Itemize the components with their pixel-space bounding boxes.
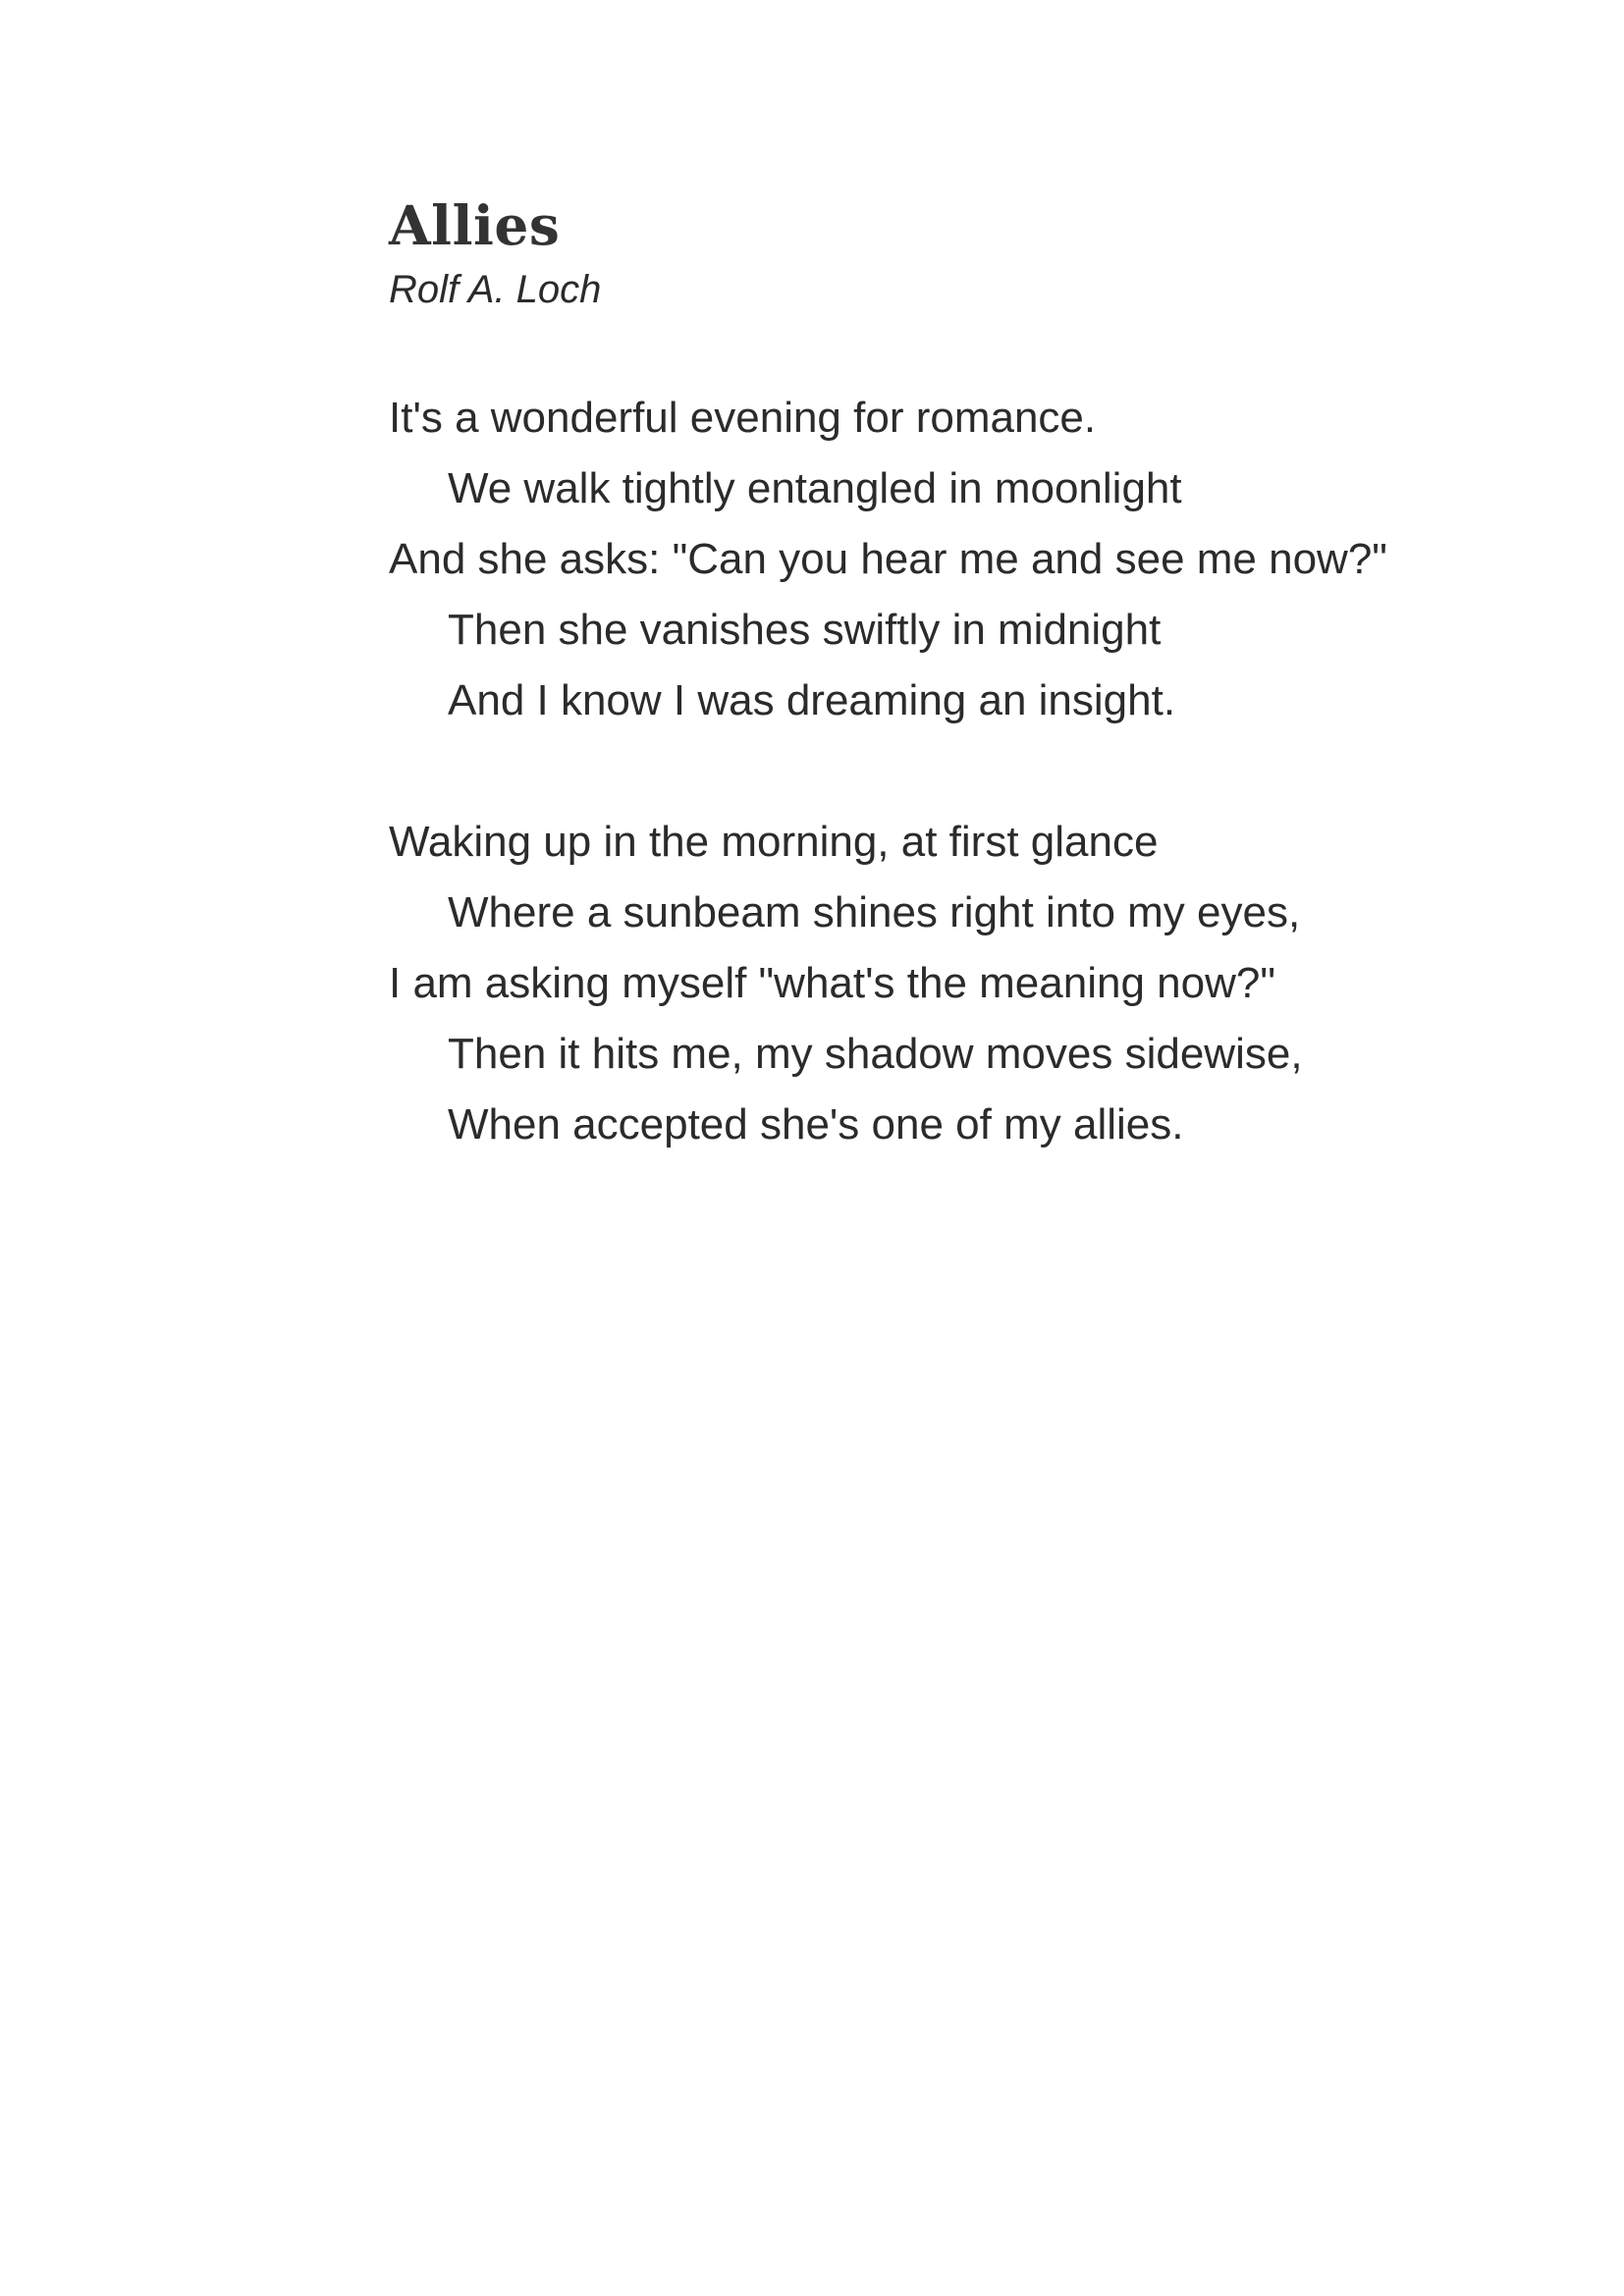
poem-line: I am asking myself "what's the meaning now?" [389,959,1275,1007]
poem-line: When accepted she's one of my allies. [448,1100,1184,1148]
poem-line: And I know I was dreaming an insight. [448,676,1176,724]
stanza-1 [389,383,1528,736]
poem-line: Waking up in the morning, at first glance [389,818,1159,866]
poem-line: Then it hits me, my shadow moves sidewise, [448,1030,1303,1078]
poem-body [389,383,1528,1160]
poem-line: Then she vanishes swiftly in midnight [448,606,1162,654]
stanza-2 [389,807,1528,1160]
poem-line: It's a wonderful evening for romance. [389,394,1097,442]
poem-line: And she asks: "Can you hear me and see me now?" [389,535,1387,583]
poem-line: Where a sunbeam shines right into my eyes, [448,888,1301,936]
poem-author: Rolf A. Loch [389,268,602,311]
poem-title: Allies [389,193,561,257]
poem [389,187,1528,1231]
poem-line: We walk tightly entangled in moonlight [448,464,1182,512]
